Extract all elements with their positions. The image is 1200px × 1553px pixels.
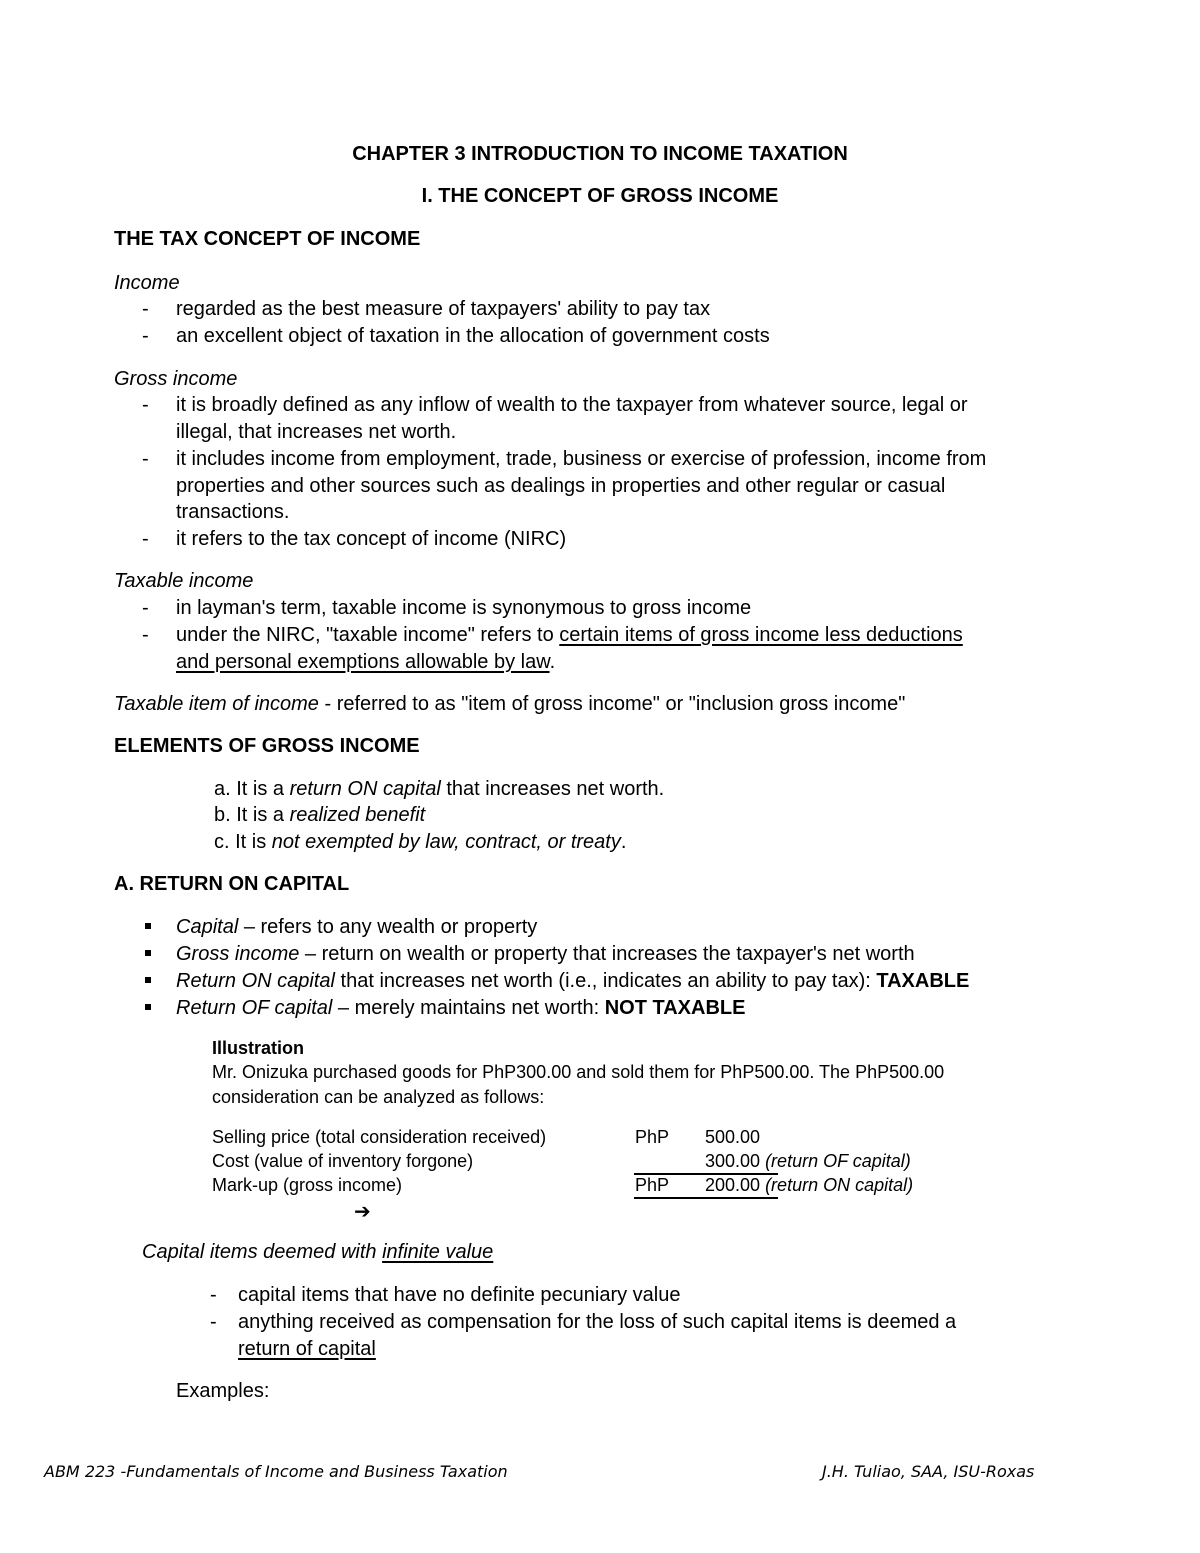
footer-author: J.H. Tuliao, SAA, ISU-Roxas (822, 1462, 1035, 1481)
element-item-c (214, 830, 626, 854)
element-suffix: . (620, 831, 627, 853)
row-amount-cost (705, 1151, 911, 1173)
illustration-line-1: Mr. Onizuka purchased goods for PhP300.00 and sold them for PhP500.00. The PhP500.00 (212, 1062, 945, 1082)
roc-bullet-text: – merely maintains net worth: (332, 997, 605, 1019)
dash-marker: - (210, 1284, 217, 1306)
taxable-item-line (114, 692, 905, 716)
square-bullet-icon (145, 950, 151, 956)
roc-bullet-verdict: TAXABLE (876, 970, 970, 992)
examples-label: Examples: (176, 1380, 270, 1402)
gross-income-bullet-1-line-2: illegal, that increases net worth. (176, 421, 457, 443)
element-prefix: b. It is a (214, 804, 290, 826)
roc-bullet-term: Capital (176, 916, 239, 938)
element-emphasis: return ON capital (289, 778, 441, 800)
gross-income-bullet-2-line-3: transactions. (176, 501, 290, 523)
gross-income-bullet-1-line-1: it is broadly defined as any inflow of wealth to the taxpayer from whatever source, legal or (176, 394, 968, 416)
illustration-line-2: consideration can be analyzed as follows: (212, 1087, 545, 1107)
taxable-income-bullet-2-suffix: . (549, 651, 556, 673)
capital-items-heading (142, 1240, 493, 1264)
capital-items-bullet-2-line-1: anything received as compensation for the loss of such capital items is deemed a (238, 1311, 957, 1333)
chapter-title: CHAPTER 3 INTRODUCTION TO INCOME TAXATION (352, 143, 848, 165)
taxable-income-bullet-2-line-1 (176, 623, 963, 647)
roc-bullet-verdict: NOT TAXABLE (604, 997, 746, 1019)
dash-marker: - (142, 528, 149, 550)
footer-course: ABM 223 -Fundamentals of Income and Business Taxation (44, 1462, 508, 1481)
element-prefix: a. It is a (214, 778, 290, 800)
illustration-heading: Illustration (212, 1038, 305, 1058)
roc-bullet-term: Return ON capital (176, 970, 335, 992)
taxable-item-term: Taxable item of income (114, 693, 319, 715)
cost-note: (return OF capital) (760, 1151, 911, 1171)
taxable-income-bullet-2-underline-1: certain items of gross income less deductions (559, 624, 963, 646)
dash-marker: - (142, 394, 149, 416)
dash-marker: - (142, 624, 149, 646)
roc-bullet-3 (176, 969, 969, 993)
roc-bullet-4 (176, 996, 745, 1020)
total-rule (634, 1197, 778, 1199)
gross-income-bullet-2-line-2: properties and other sources such as dealings in properties and other regular or casual (176, 475, 946, 497)
gross-income-term: Gross income (114, 368, 238, 390)
element-item-b (214, 803, 425, 827)
tax-concept-heading: THE TAX CONCEPT OF INCOME (114, 228, 421, 250)
roc-bullet-text: – refers to any wealth or property (238, 916, 538, 938)
capital-items-bullet-1: capital items that have no definite pecuniary value (238, 1284, 681, 1306)
dash-marker: - (142, 448, 149, 470)
capital-items-heading-prefix: Capital items deemed with (142, 1241, 383, 1263)
element-suffix: that increases net worth. (440, 778, 665, 800)
taxable-income-bullet-2-line-2 (176, 650, 555, 674)
row-currency-markup: PhP (635, 1175, 670, 1195)
roc-bullet-term: Return OF capital (176, 997, 333, 1019)
element-emphasis: realized benefit (289, 804, 426, 826)
roc-bullet-text: – return on wealth or property that increases the taxpayer's net worth (299, 943, 915, 965)
taxable-income-bullet-2-prefix: under the NIRC, "taxable income" refers to (176, 624, 560, 646)
section-title: I. THE CONCEPT OF GROSS INCOME (421, 185, 779, 207)
markup-amount: 200.00 (705, 1175, 761, 1195)
square-bullet-icon (145, 1004, 151, 1010)
income-term: Income (114, 272, 180, 294)
taxable-item-rest: - referred to as "item of gross income" or "inclusion gross income" (318, 693, 906, 715)
roc-bullet-1 (176, 915, 537, 939)
gross-income-bullet-2-line-1: it includes income from employment, trade, business or exercise of profession, income from (176, 448, 987, 470)
square-bullet-icon (145, 977, 151, 983)
taxable-income-bullet-1: in layman's term, taxable income is synonymous to gross income (176, 597, 752, 619)
element-emphasis: not exempted by law, contract, or treaty (271, 831, 621, 853)
markup-note: (return ON capital) (760, 1175, 914, 1195)
cost-amount: 300.00 (705, 1151, 761, 1171)
arrow-right-icon: ➔ (354, 1199, 371, 1223)
square-bullet-icon (145, 923, 151, 929)
dash-marker: - (210, 1311, 217, 1333)
dash-marker: - (142, 325, 149, 347)
roc-bullet-text: that increases net worth (i.e., indicates an ability to pay tax): (334, 970, 877, 992)
dash-marker: - (142, 298, 149, 320)
income-bullet-2: an excellent object of taxation in the allocation of government costs (176, 325, 770, 347)
row-amount-markup (705, 1175, 913, 1197)
roc-bullet-2 (176, 942, 915, 966)
capital-items-bullet-2-line-2: return of capital (238, 1338, 376, 1360)
capital-items-heading-underline: infinite value (382, 1241, 494, 1263)
taxable-income-bullet-2-underline-2: and personal exemptions allowable by law (176, 651, 550, 673)
row-label-markup: Mark-up (gross income) (212, 1175, 403, 1195)
element-item-a (214, 777, 664, 801)
taxable-income-term: Taxable income (114, 570, 254, 592)
elements-heading: ELEMENTS OF GROSS INCOME (114, 735, 420, 757)
gross-income-bullet-3: it refers to the tax concept of income (NIRC) (176, 528, 567, 550)
element-prefix: c. It is (214, 831, 272, 853)
income-bullet-1: regarded as the best measure of taxpayers' ability to pay tax (176, 298, 711, 320)
row-label-cost: Cost (value of inventory forgone) (212, 1151, 474, 1171)
row-amount-selling-price: 500.00 (705, 1127, 761, 1147)
return-on-capital-heading: A. RETURN ON CAPITAL (114, 873, 350, 895)
row-label-selling-price: Selling price (total consideration received) (212, 1127, 547, 1147)
row-currency-selling-price: PhP (635, 1127, 670, 1147)
dash-marker: - (142, 597, 149, 619)
roc-bullet-term: Gross income (176, 943, 300, 965)
